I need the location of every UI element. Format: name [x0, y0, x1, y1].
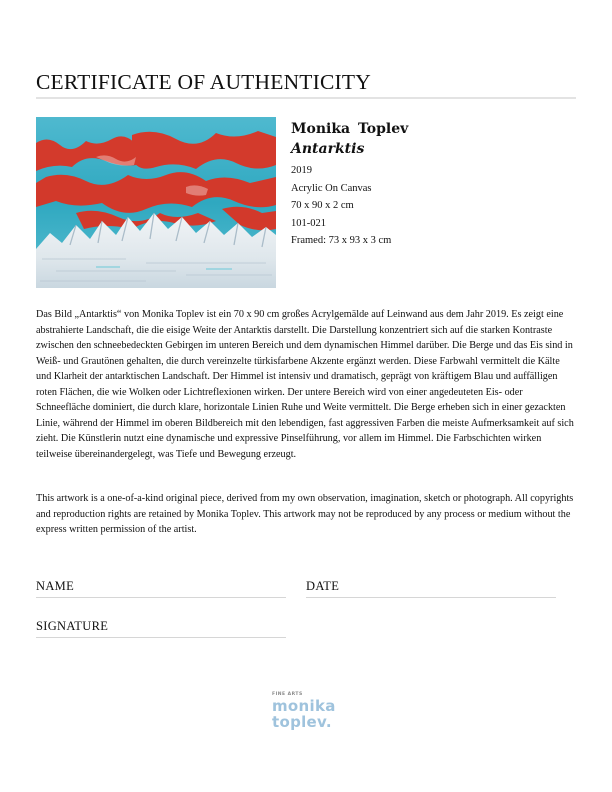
name-label: NAME — [36, 579, 75, 593]
artwork-title: Antarktis — [291, 141, 365, 157]
signature-label: SIGNATURE — [36, 619, 109, 633]
artwork-details — [291, 120, 576, 250]
artwork-image — [36, 117, 276, 288]
date-field — [306, 578, 556, 598]
artist-name: Monika Toplev — [291, 121, 409, 137]
artwork-medium: Acrylic On Canvas — [291, 182, 372, 194]
logo-line-1: monika — [272, 697, 336, 715]
page-title: CERTIFICATE OF AUTHENTICITY — [36, 70, 371, 94]
artist-logo — [272, 692, 342, 738]
artwork-year: 2019 — [291, 165, 312, 176]
copyright-statement: This artwork is a one-of-a-kind original piece, derived from my own observation, imagination, sketch or photograph. All copyrights and reproduction rights are retained by Monika Toplev. This artwork may not be reproduced by any process or medium without the express written permission of the artist. — [36, 493, 574, 535]
signature-line — [36, 637, 286, 638]
artwork-description: Das Bild „Antarktis“ von Monika Toplev ist ein 70 x 90 cm großes Acrylgemälde auf Leinwand aus dem Jahr 2019. Es zeigt eine abstrahierte Landschaft, die die eisige Weite der Antarktis darstellt. Die Darstellung konzentriert sich auf die starken Kontraste zwischen den schneebedeckten Gebirgen im unteren Bereich und dem dynamischen Himmel darüber. Die Berge und das Eis sind in Weiß- und Grautönen gehalten, die durch vereinzelte türkisfarbene Akzente ergänzt werden. Diese Farbwahl vermittelt die Kälte und Klarheit der antarktischen Landschaft. Der Himmel ist intensiv und dramatisch, geprägt von kräftigem Blau und auffälligen roten Flächen, die wie Wolken oder Lichtreflexionen wirken. Der untere Bereich wird von einer angedeuteten Eis- oder Schneefläche dominiert, die durch klare, horizontale Linien Ruhe und Weite vermittelt. Die Berge erheben sich in einer gezackten Linie, während der Himmel im oberen Bildbereich mit den lebendigen, fast aggressiven Farben die meiste Aufmerksamkeit auf sich zieht. Die Künstlerin nutzt eine dynamische und expressive Pinselführung, vor allem im Himmel. Die Farbschichten wirken teilweise übereinandergelegt, was Tiefe und Bewegung erzeugt. — [36, 309, 574, 460]
name-field — [36, 578, 286, 598]
title-divider — [36, 97, 576, 99]
name-line — [36, 597, 286, 598]
date-label: DATE — [306, 579, 340, 593]
artwork-catalog-number: 101-021 — [291, 217, 326, 229]
date-line — [306, 597, 556, 598]
logo-tagline: FINE ARTS — [272, 692, 303, 697]
signature-field — [36, 618, 286, 638]
artwork-dimensions: 70 x 90 x 2 cm — [291, 200, 354, 211]
logo-line-2: toplev. — [272, 713, 332, 731]
artwork-framed-size: Framed: 73 x 93 x 3 cm — [291, 235, 392, 246]
artwork-specs — [291, 162, 576, 250]
